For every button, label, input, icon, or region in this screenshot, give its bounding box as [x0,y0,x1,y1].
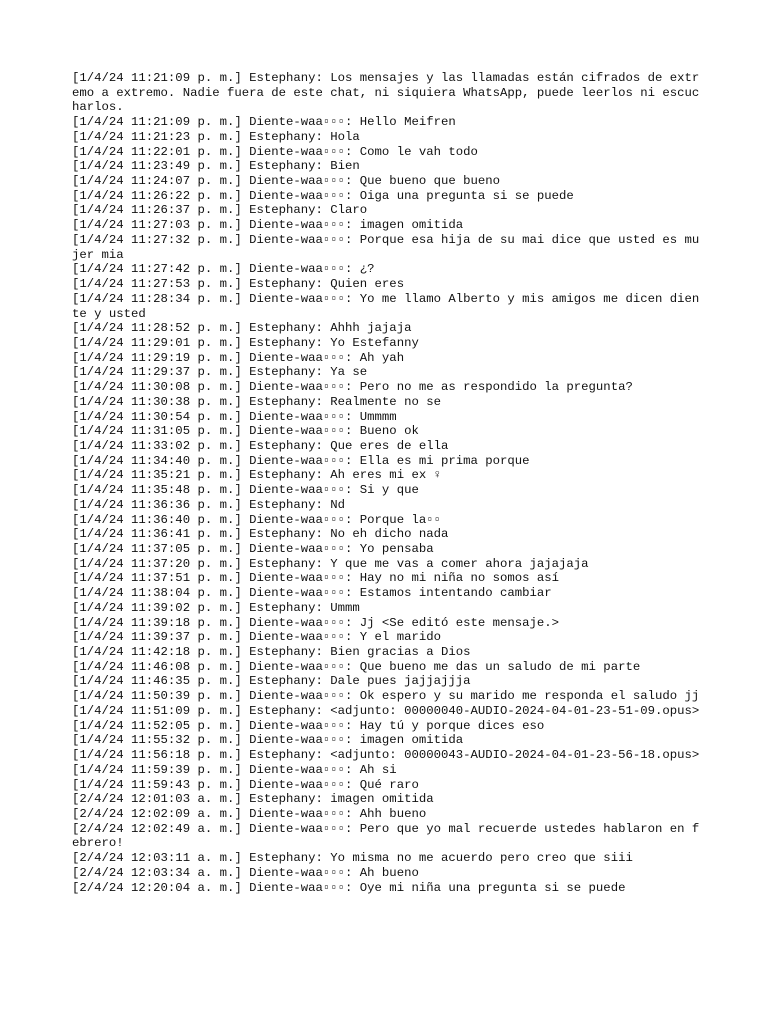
chat-line: [2/4/24 12:20:04 a. m.] Diente-waa▫▫▫: Oye mi niña una pregunta si se puede [72,880,626,895]
chat-line: [1/4/24 11:30:08 p. m.] Diente-waa▫▫▫: Pero no me as respondido la pregunta? [72,380,633,395]
chat-line: [1/4/24 11:21:09 p. m.] Estephany: Los mensajes y las llamadas están cifrados de extremo a extremo. Nadie fuera de este chat, ni siquiera WhatsApp, puede leerlos ni escucharlos. [72,71,700,115]
chat-line: [1/4/24 11:34:40 p. m.] Diente-waa▫▫▫: Ella es mi prima porque [72,453,530,468]
chat-line: [1/4/24 11:23:49 p. m.] Estephany: Bien [72,159,360,174]
chat-line: [1/4/24 11:37:05 p. m.] Diente-waa▫▫▫: Yo pensaba [72,542,434,556]
chat-line: [2/4/24 12:02:49 a. m.] Diente-waa▫▫▫: Pero que yo mal recuerde ustedes hablaron en febrero! [72,821,700,851]
chat-line: [1/4/24 11:31:05 p. m.] Diente-waa▫▫▫: Bueno ok [72,424,419,439]
chat-line: [1/4/24 11:59:39 p. m.] Diente-waa▫▫▫: Ah si [72,762,397,777]
chat-line: [1/4/24 11:38:04 p. m.] Diente-waa▫▫▫: Estamos intentando cambiar [72,586,552,601]
chat-line: [1/4/24 11:29:01 p. m.] Estephany: Yo Estefanny [72,335,419,350]
chat-line: [1/4/24 11:26:37 p. m.] Estephany: Claro [72,203,368,218]
chat-line: [1/4/24 11:55:32 p. m.] Diente-waa▫▫▫: imagen omitida [72,733,464,748]
chat-line: [1/4/24 11:39:37 p. m.] Diente-waa▫▫▫: Y el marido [72,630,441,645]
chat-line: [1/4/24 11:37:20 p. m.] Estephany: Y que me vas a comer ahora jajajaja [72,556,589,571]
chat-line: [1/4/24 11:29:19 p. m.] Diente-waa▫▫▫: Ah yah [72,350,405,365]
chat-line: [1/4/24 11:37:51 p. m.] Diente-waa▫▫▫: Hay no mi niña no somos así [72,571,560,586]
chat-line: [1/4/24 11:30:54 p. m.] Diente-waa▫▫▫: Ummmm [72,409,397,424]
chat-line: [1/4/24 11:51:09 p. m.] Estephany: <adjunto: 00000040-AUDIO-2024-04-01-23-51-09.opus> [72,703,700,718]
chat-line: [1/4/24 11:35:21 p. m.] Estephany: Ah eres mi ex ♀ [72,468,441,483]
chat-line: [1/4/24 11:39:02 p. m.] Estephany: Ummm [72,600,360,615]
chat-line: [2/4/24 12:02:09 a. m.] Diente-waa▫▫▫: Ahh bueno [72,806,427,821]
chat-line: [1/4/24 11:56:18 p. m.] Estephany: <adjunto: 00000043-AUDIO-2024-04-01-23-56-18.opus> [72,748,700,763]
chat-line: [1/4/24 11:21:09 p. m.] Diente-waa▫▫▫: Hello Meifren [72,115,456,130]
chat-line: [1/4/24 11:29:37 p. m.] Estephany: Ya se [72,365,368,380]
chat-transcript [72,71,702,895]
chat-line: [1/4/24 11:21:23 p. m.] Estephany: Hola [72,129,360,144]
chat-line: [1/4/24 11:36:40 p. m.] Diente-waa▫▫▫: Porque la▫▫ [72,512,441,527]
chat-line: [1/4/24 11:46:35 p. m.] Estephany: Dale pues jajjajjja [72,674,471,689]
chat-line: [1/4/24 11:39:18 p. m.] Diente-waa▫▫▫: Jj <Se editó este mensaje.> [72,615,560,630]
chat-line: [1/4/24 11:33:02 p. m.] Estephany: Que eres de ella [72,438,449,453]
chat-line: [1/4/24 11:36:36 p. m.] Estephany: Nd [72,497,346,512]
chat-line: [1/4/24 11:50:39 p. m.] Diente-waa▫▫▫: Ok espero y su marido me responda el saludo jj [72,689,700,704]
chat-line: [1/4/24 11:27:32 p. m.] Diente-waa▫▫▫: Porque esa hija de su mai dice que usted es mujer mia [72,232,700,262]
chat-line: [2/4/24 12:03:11 a. m.] Estephany: Yo misma no me acuerdo pero creo que siii [72,851,633,866]
chat-line: [1/4/24 11:30:38 p. m.] Estephany: Realmente no se [72,394,441,409]
chat-line: [1/4/24 11:24:07 p. m.] Diente-waa▫▫▫: Que bueno que bueno [72,174,501,189]
chat-line: [1/4/24 11:46:08 p. m.] Diente-waa▫▫▫: Que bueno me das un saludo de mi parte [72,659,641,674]
chat-line: [1/4/24 11:36:41 p. m.] Estephany: No eh dicho nada [72,527,449,542]
chat-line: [1/4/24 11:28:52 p. m.] Estephany: Ahhh jajaja [72,321,412,336]
chat-line: [2/4/24 12:03:34 a. m.] Diente-waa▫▫▫: Ah bueno [72,865,419,880]
chat-line: [1/4/24 11:35:48 p. m.] Diente-waa▫▫▫: Si y que [72,483,419,498]
chat-line: [2/4/24 12:01:03 a. m.] Estephany: imagen omitida [72,792,434,807]
chat-line: [1/4/24 11:28:34 p. m.] Diente-waa▫▫▫: Yo me llamo Alberto y mis amigos me dicen diente y usted [72,291,700,321]
chat-line: [1/4/24 11:27:03 p. m.] Diente-waa▫▫▫: imagen omitida [72,218,464,233]
chat-line: [1/4/24 11:52:05 p. m.] Diente-waa▫▫▫: Hay tú y porque dices eso [72,718,545,733]
chat-line: [1/4/24 11:27:53 p. m.] Estephany: Quien eres [72,277,405,292]
chat-line: [1/4/24 11:42:18 p. m.] Estephany: Bien gracias a Dios [72,645,471,660]
chat-line: [1/4/24 11:22:01 p. m.] Diente-waa▫▫▫: Como le vah todo [72,144,478,159]
chat-line: [1/4/24 11:59:43 p. m.] Diente-waa▫▫▫: Qué raro [72,777,419,792]
chat-line: [1/4/24 11:27:42 p. m.] Diente-waa▫▫▫: ¿? [72,262,375,277]
chat-line: [1/4/24 11:26:22 p. m.] Diente-waa▫▫▫: Oiga una pregunta si se puede [72,188,574,203]
